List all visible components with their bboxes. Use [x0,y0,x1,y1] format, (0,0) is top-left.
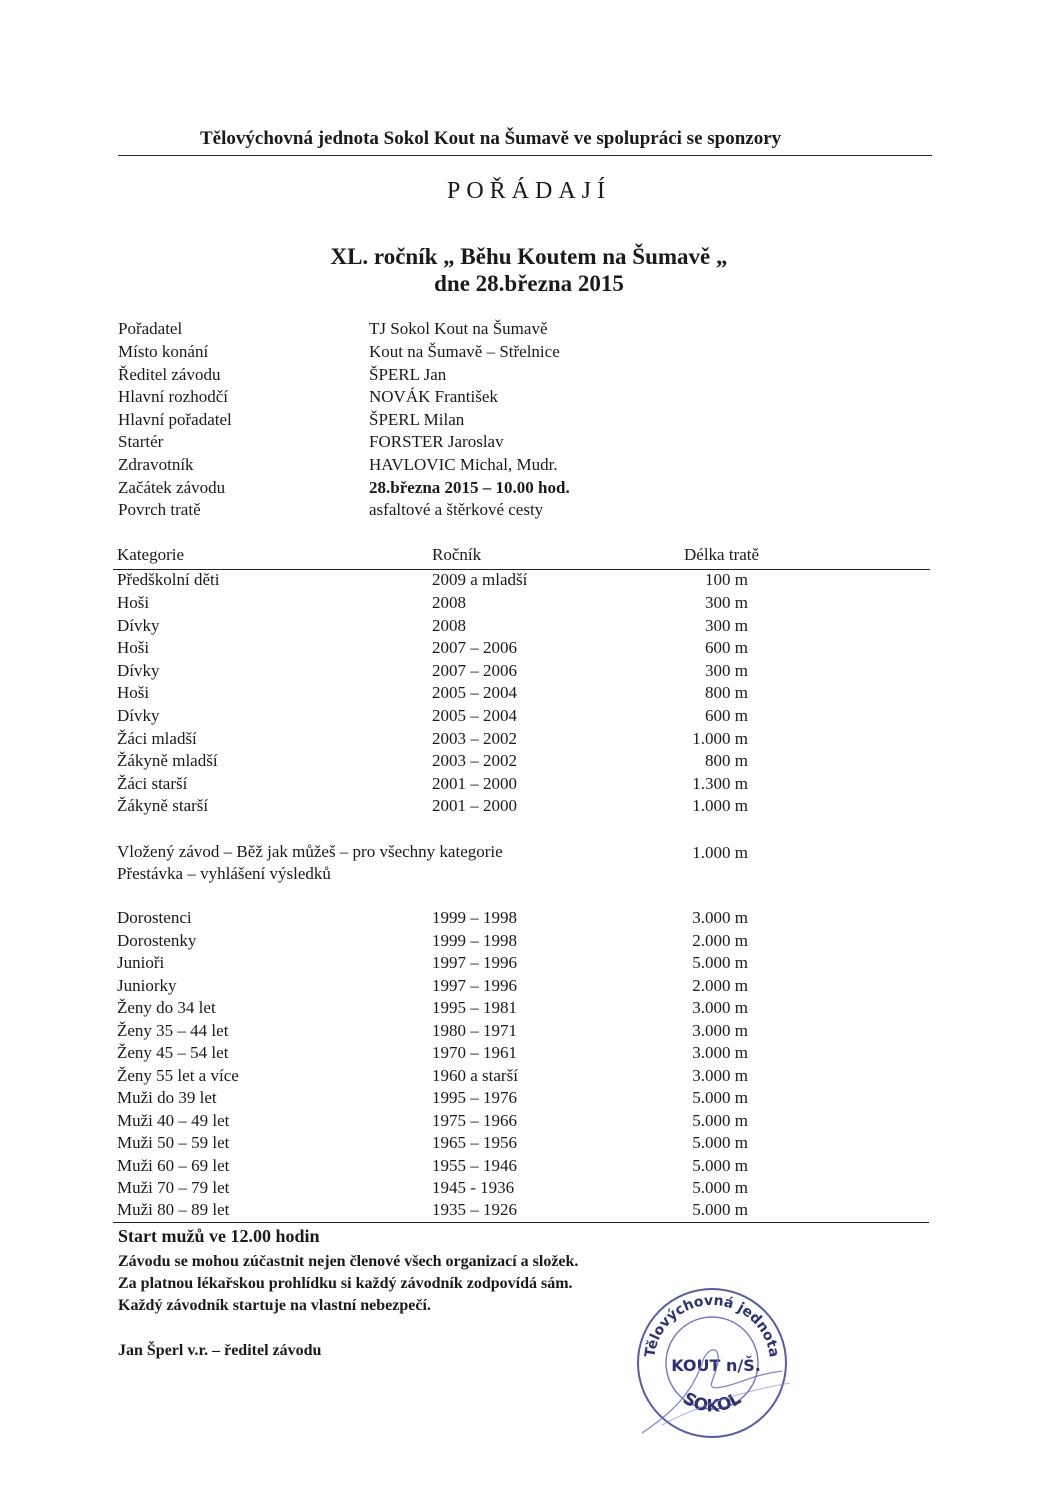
info-value: NOVÁK František [369,387,498,406]
table-row-year: 1995 – 1976 [432,1088,517,1107]
table-row-distance: 3.000 m [692,1043,748,1062]
stamp-middle-text: KOUT n/Š. [671,1356,761,1375]
table-row-distance: 5.000 m [692,1178,748,1197]
table-row-year: 1980 – 1971 [432,1021,517,1040]
table-row-year: 2007 – 2006 [432,661,517,680]
break-text: Přestávka – vyhlášení výsledků [117,864,331,883]
organization-header: Tělovýchovná jednota Sokol Kout na Šumavě ve spolupráci se sponzory [200,128,782,149]
table-row-category: Dívky [117,661,160,680]
table-row-year: 2005 – 2004 [432,706,517,725]
table-row-category: Předškolní děti [117,570,220,589]
info-label: Pořadatel [118,319,183,338]
table-row-year: 1997 – 1996 [432,953,517,972]
table-row-year: 2007 – 2006 [432,638,517,657]
table-row-distance: 800 m [705,751,748,770]
table-row-distance: 300 m [705,661,748,680]
info-label: Zdravotník [118,455,194,474]
start-men-note: Start mužů ve 12.00 hodin [118,1226,320,1246]
info-label: Místo konání [118,342,209,361]
table-row-year: 2001 – 2000 [432,774,517,793]
table-row-distance: 5.000 m [692,953,748,972]
participation-note: Závodu se mohou zúčastnit nejen členové všech organizací a složek. [118,1253,579,1270]
table-row-distance: 5.000 m [692,1088,748,1107]
table-row-category: Ženy 35 – 44 let [117,1021,229,1040]
table-row-distance: 1.000 m [692,796,748,815]
table-row-distance: 2.000 m [692,931,748,950]
info-value: ŠPERL Jan [369,365,447,384]
table-row-category: Muži 40 – 49 let [117,1111,230,1130]
info-value: asfaltové a štěrkové cesty [369,500,544,519]
table-row-distance: 5.000 m [692,1133,748,1152]
table-row-category: Ženy 45 – 54 let [117,1043,229,1062]
table-row-year: 1935 – 1926 [432,1200,517,1219]
table-row-year: 1965 – 1956 [432,1133,517,1152]
table-row-distance: 800 m [705,683,748,702]
table-row-category: Muži 50 – 59 let [117,1133,230,1152]
table-row-category: Junioři [117,953,165,972]
table-row-year: 1995 – 1981 [432,998,517,1017]
inserted-race-text: Vložený závod – Běž jak můžeš – pro všechny kategorie [117,842,503,861]
race-title: XL. ročník „ Běhu Koutem na Šumavě „ [330,244,728,269]
table-row-category: Muži 60 – 69 let [117,1156,230,1175]
table-row-category: Muži 80 – 89 let [117,1200,230,1219]
stamp-bottom-text: SOKOL [679,1388,745,1417]
table-row-category: Ženy 55 let a více [117,1066,239,1085]
info-label: Hlavní rozhodčí [118,387,228,406]
column-header-category: Kategorie [117,545,185,564]
table-row-distance: 3.000 m [692,1021,748,1040]
table-row-category: Ženy do 34 let [117,998,216,1017]
table-row-year: 2003 – 2002 [432,729,517,748]
table-row-category: Žákyně starší [117,796,209,815]
table-row-year: 1975 – 1966 [432,1111,517,1130]
race-date: dne 28.března 2015 [434,271,624,296]
inserted-race-distance: 1.000 m [692,843,748,862]
table-row-distance: 3.000 m [692,998,748,1017]
table-row-year: 1970 – 1961 [432,1043,517,1062]
table-row-year: 1945 - 1936 [432,1178,515,1197]
stamp-top-text: Tělovýchovná jednota [642,1292,782,1359]
risk-note: Každý závodník startuje na vlastní nebezpečí. [118,1297,431,1314]
table-row-distance: 600 m [705,638,748,657]
info-value: Kout na Šumavě – Střelnice [369,342,560,361]
table-row-category: Muži do 39 let [117,1088,217,1107]
table-row-year: 1960 a starší [432,1066,518,1085]
table-row-distance: 2.000 m [692,976,748,995]
table-row-category: Hoši [117,593,150,612]
table-row-category: Hoši [117,638,150,657]
table-row-distance: 1.000 m [692,729,748,748]
organizes-heading: POŘÁDAJÍ [446,178,611,204]
info-label: Startér [118,432,164,451]
table-row-category: Dorostenky [117,931,197,950]
table-row-year: 1999 – 1998 [432,931,517,950]
table-row-distance: 300 m [705,616,748,635]
table-row-distance: 100 m [705,570,748,589]
info-label: Ředitel závodu [118,365,221,384]
table-row-category: Dívky [117,616,160,635]
organization-stamp [632,1283,792,1443]
info-value: FORSTER Jaroslav [369,432,504,451]
table-row-category: Juniorky [117,976,177,995]
table-row-year: 2008 [432,593,466,612]
table-row-distance: 3.000 m [692,908,748,927]
info-value: ŠPERL Milan [369,410,465,429]
medical-note: Za platnou lékařskou prohlídku si každý závodník zodpovídá sám. [118,1275,573,1292]
table-row-category: Žákyně mladší [117,751,218,770]
table-row-year: 2003 – 2002 [432,751,517,770]
table-row-distance: 300 m [705,593,748,612]
table-row-distance: 1.300 m [692,774,748,793]
table-row-category: Hoši [117,683,150,702]
header-divider [118,155,932,156]
info-label: Hlavní pořadatel [118,410,232,429]
table-row-distance: 3.000 m [692,1066,748,1085]
table-row-category: Dorostenci [117,908,192,927]
info-value: 28.března 2015 – 10.00 hod. [369,478,570,497]
info-value: TJ Sokol Kout na Šumavě [369,319,548,338]
column-header-year: Ročník [432,545,482,564]
table-row-year: 2008 [432,616,466,635]
table-row-category: Žáci mladší [117,729,197,748]
table-row-year: 2001 – 2000 [432,796,517,815]
table-row-category: Žáci starší [117,774,188,793]
table-row-year: 1999 – 1998 [432,908,517,927]
table-row-year: 1997 – 1996 [432,976,517,995]
table-row-distance: 600 m [705,706,748,725]
table-row-category: Muži 70 – 79 let [117,1178,230,1197]
table-row-distance: 5.000 m [692,1200,748,1219]
table-row-year: 2005 – 2004 [432,683,517,702]
table-footer-divider [113,1222,929,1223]
info-value: HAVLOVIC Michal, Mudr. [369,455,558,474]
info-label: Začátek závodu [118,478,226,497]
table-row-distance: 5.000 m [692,1111,748,1130]
table-row-distance: 5.000 m [692,1156,748,1175]
info-label: Povrch tratě [118,500,201,519]
director-signature-line: Jan Šperl v.r. – ředitel závodu [118,1342,322,1359]
table-row-category: Dívky [117,706,160,725]
column-header-distance: Délka tratě [684,545,760,564]
table-row-year: 1955 – 1946 [432,1156,517,1175]
table-row-year: 2009 a mladší [432,570,528,589]
